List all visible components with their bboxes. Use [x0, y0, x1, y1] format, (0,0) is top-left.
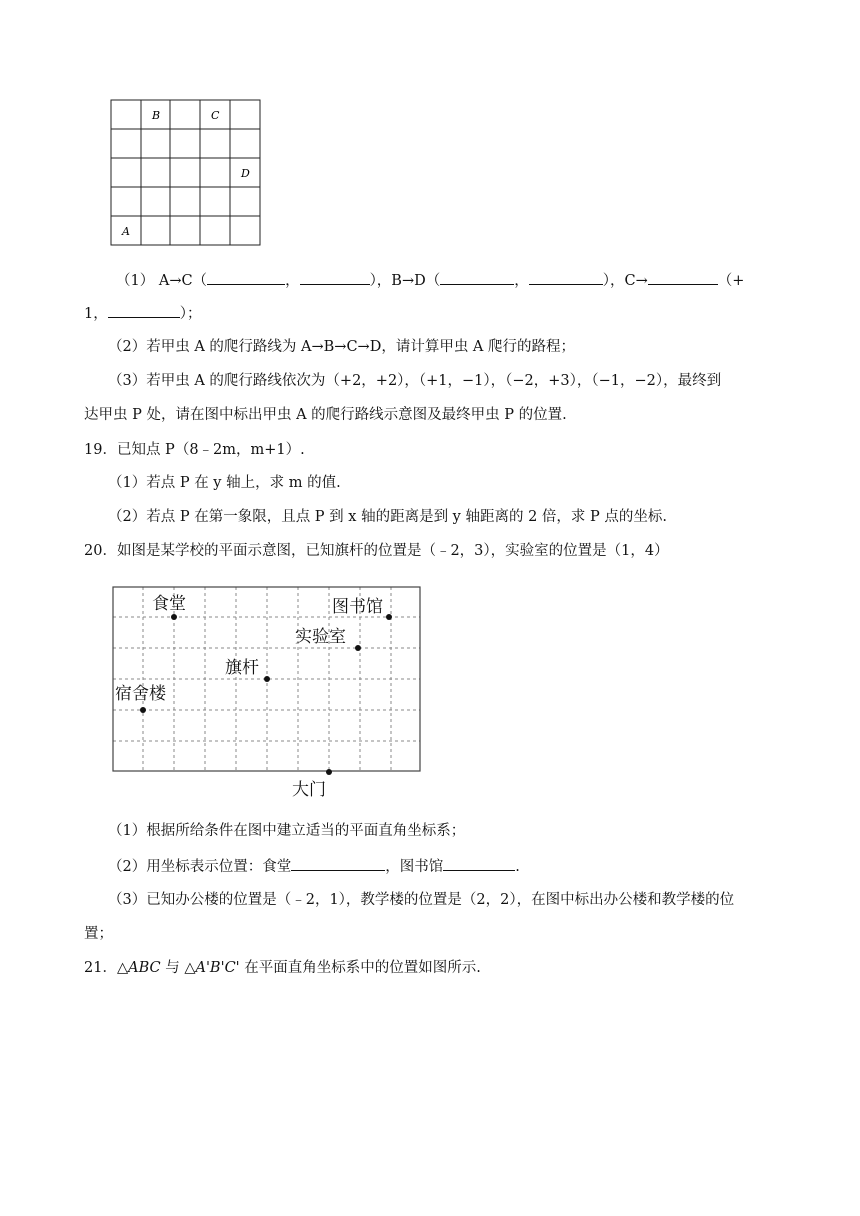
flagpole-dot: [264, 676, 270, 682]
flagpole-label: 旗杆: [225, 658, 259, 678]
q20-stem: 20．如图是某学校的平面示意图，已知旗杆的位置是（﹣2，3），实验室的位置是（1，4）: [84, 543, 669, 559]
q18-part3-line2: 达甲虫 P 处，请在图中标出甲虫 A 的爬行路线示意图及最终甲虫 P 的位置.: [84, 407, 567, 423]
beetle-grid-figure: [110, 99, 262, 247]
grid-label-b: B: [152, 109, 161, 122]
q21-joiner: 与: [160, 960, 185, 976]
q18-b-to-d: ），B→D（: [369, 273, 441, 289]
lab-label: 实验室: [295, 627, 346, 647]
answer-blank-library[interactable]: [443, 856, 515, 871]
q21-stem: [84, 958, 481, 978]
grid-label-a: A: [122, 225, 130, 238]
q21-rest: 在平面直角坐标系中的位置如图所示.: [239, 960, 481, 976]
q18-c-to-open: （+: [717, 273, 745, 289]
q18-a-to-c: A→C（: [158, 273, 208, 289]
q18-part1-number: （1）: [116, 273, 155, 289]
q21-number: 21．: [84, 960, 117, 976]
answer-blank[interactable]: [440, 270, 514, 285]
library-dot: [386, 614, 392, 620]
grid-label-d: D: [241, 167, 250, 180]
q18-line2-end: ）；: [179, 306, 202, 322]
q20-part2: [108, 856, 520, 877]
q20-part2-end: .: [515, 859, 520, 875]
q20-part1: （1）根据所给条件在图中建立适当的平面直角坐标系；: [108, 823, 466, 839]
comma: ，: [514, 273, 529, 289]
q20-part2-start: （2）用坐标表示位置：食堂: [108, 859, 292, 875]
q18-part3-line1: （3）若甲虫 A 的爬行路线依次为（+2，+2），（+1，−1），（−2，+3），（−1，−2），最终到: [108, 373, 722, 389]
dorm-dot: [140, 707, 146, 713]
q20-part3-line2: 置；: [84, 926, 113, 942]
gate-dot: [326, 769, 332, 775]
answer-blank[interactable]: [207, 270, 285, 285]
q18-line2-start: 1，: [84, 306, 108, 322]
q20-part2-mid: ，图书馆: [385, 859, 444, 875]
q21-triangle-prime: △A'B'C': [184, 960, 240, 976]
grid-label-c: C: [211, 109, 220, 122]
comma: ，: [285, 273, 300, 289]
q20-part3-line1: （3）已知办公楼的位置是（﹣2，1），教学楼的位置是（2，2），在图中标出办公楼和教学楼的位: [108, 892, 735, 908]
answer-blank-canteen[interactable]: [291, 856, 385, 871]
answer-blank[interactable]: [529, 270, 603, 285]
q19-stem: 19．已知点 P（8﹣2m，m+1）.: [84, 442, 305, 458]
q18-part2: （2）若甲虫 A 的爬行路线为 A→B→C→D，请计算甲虫 A 爬行的路程；: [108, 339, 576, 355]
answer-blank[interactable]: [300, 270, 370, 285]
answer-blank[interactable]: [648, 270, 718, 285]
school-map-figure: [112, 586, 422, 802]
lab-dot: [355, 645, 361, 651]
canteen-dot: [171, 614, 177, 620]
answer-blank[interactable]: [108, 303, 180, 318]
q18-c-to: ），C→: [602, 273, 648, 289]
dorm-label: 宿舍楼: [115, 684, 166, 704]
q18-part1-line2: [84, 303, 201, 324]
q19-part2: （2）若点 P 在第一象限，且点 P 到 x 轴的距离是到 y 轴距离的 2 倍，求 P 点的坐标.: [108, 509, 668, 525]
library-label: 图书馆: [332, 597, 383, 617]
q19-part1: （1）若点 P 在 y 轴上，求 m 的值.: [108, 475, 341, 491]
q21-triangle-abc: △ABC: [116, 960, 161, 976]
q18-part1-line1: [116, 270, 744, 291]
gate-label: 大门: [292, 780, 326, 800]
canteen-label: 食堂: [152, 594, 186, 614]
